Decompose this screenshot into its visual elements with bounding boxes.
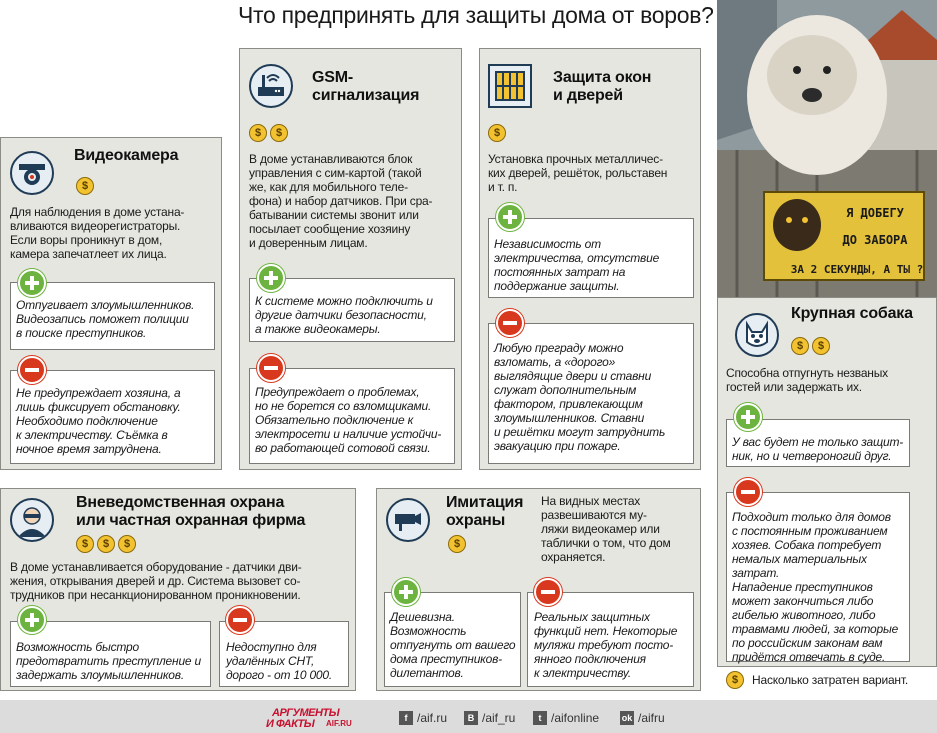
plus-icon [496, 203, 524, 231]
windows-description: Установка прочных металличес- ких дверей, решёток, рольставен и т. п. [488, 152, 668, 194]
coin-icon: $ [76, 177, 94, 195]
imitation-pros: Дешевизна. Возможность отпугнуть от вашего дома преступников- дилетантов. [390, 610, 516, 680]
social-link-odnoklassniki[interactable]: ok /aifru [621, 711, 665, 725]
camera-cons-box [10, 370, 215, 464]
camera-heading: Видеокамера [74, 147, 179, 164]
dog-cons-box [726, 492, 910, 662]
dog-cost [791, 337, 830, 355]
page-title: Что предпринять для защиты дома от воров? [238, 2, 714, 28]
gsm-pros: К системе можно подключить и другие датчики безопасности, а также видеокамеры. [255, 294, 433, 336]
plus-icon [257, 264, 285, 292]
minus-icon [257, 354, 285, 382]
cctv-camera-icon [10, 151, 54, 195]
windows-heading: Защита окон и дверей [553, 69, 652, 104]
coin-icon: $ [97, 535, 115, 553]
window-bars-icon [488, 64, 532, 108]
minus-icon [226, 606, 254, 634]
camera-pros: Отпугивает злоумышленников. Видеозапись поможет полиции в поиске преступников. [16, 298, 195, 340]
aif-logo[interactable]: АРГУМЕНТЫ И ФАКТЫ AIF.RU [266, 707, 352, 730]
facebook-icon: f [399, 711, 413, 725]
minus-icon [496, 309, 524, 337]
windows-cons: Любую преграду можно взломать, а «дорого» выглядящие двери и ставни служат дополнительным фактором, привлекающим злоумышленников. Ставни и решётки могут затруднить эвакуацию при пожаре. [494, 341, 666, 453]
dummy-camera-icon [386, 498, 430, 542]
windows-cons-box [488, 323, 694, 464]
imitation-cost [448, 535, 466, 553]
minus-icon [734, 478, 762, 506]
guard-cost [76, 535, 136, 553]
gsm-router-icon [249, 64, 293, 108]
imitation-cons: Реальных защитных функций нет. Некоторые муляжи требуют посто- янного подключения к электричеству. [534, 610, 678, 680]
camera-cons: Не предупреждает хозяина, а лишь фиксирует обстановку. Необходимо подключение к электричеству. Съёмка в ночное время затруднена. [16, 386, 181, 456]
gsm-heading: GSM- сигнализация [312, 69, 420, 104]
legend-text: Насколько затратен вариант. [752, 673, 908, 687]
social-link-twitter[interactable]: t /aifonline [533, 711, 599, 725]
minus-icon [534, 578, 562, 606]
sign-text: ДО ЗАБОРА [842, 233, 908, 247]
gsm-cons-box [249, 368, 455, 464]
guard-pros: Возможность быстро предотвратить преступление и задержать злоумышленников. [16, 640, 201, 682]
twitter-icon: t [533, 711, 547, 725]
guard-description: В доме устанавливается оборудование - датчики дви- жения, открывания дверей и др. Система вызовет со- трудников при несанкционированном проникновении. [10, 560, 302, 602]
social-link-vk[interactable]: B /aif_ru [464, 711, 515, 725]
plus-icon [734, 403, 762, 431]
windows-cost [488, 124, 506, 142]
dog-cons: Подходит только для домов с постоянным проживанием хозяев. Собака потребует немалых материальных затрат. Нападение преступников может закончиться либо гибелью животного, либо травмами людей, за которые по российским законам вам придётся отвечать в суде. [732, 510, 899, 664]
gsm-cost [249, 124, 288, 142]
windows-pros: Независимость от электричества, отсутствие постоянных затрат на поддержание защиты. [494, 237, 660, 293]
camera-description: Для наблюдения в доме устана- вливаются видеорегистраторы. Если воры проникнут в дом, камера запечатлеет их лица. [10, 205, 185, 261]
guard-heading: Вневедомственная охрана или частная охранная фирма [76, 494, 306, 529]
gsm-description: В доме устанавливаются блок управления с сим-картой (такой же, как для мобильного теле- фона) и набор датчиков. При сра- батывании системы звонит или посылает сообщение хозяину и доверенным лицам. [249, 152, 433, 250]
dog-heading: Крупная собака [791, 305, 913, 322]
coin-icon: $ [726, 671, 744, 689]
dog-description: Способна отпугнуть незваных гостей или задержать их. [726, 366, 888, 394]
coin-icon: $ [249, 124, 267, 142]
plus-icon [18, 606, 46, 634]
odnoklassniki-icon: ok [621, 713, 633, 723]
coin-icon: $ [118, 535, 136, 553]
minus-icon [18, 356, 46, 384]
camera-cost [76, 177, 94, 195]
windows-pros-box [488, 218, 694, 298]
security-guard-icon [10, 498, 54, 542]
coin-icon: $ [812, 337, 830, 355]
guard-cons: Недоступно для удалённых СНТ, дорого - от 10 000. [226, 640, 333, 682]
imitation-heading: Имитация охраны [446, 494, 524, 529]
plus-icon [392, 578, 420, 606]
coin-icon: $ [791, 337, 809, 355]
dog-photo [717, 0, 937, 297]
plus-icon [18, 269, 46, 297]
sign-text: Я ДОБЕГУ [846, 206, 904, 220]
imitation-description: На видных местах развешиваются му- ляжи видеокамер или таблички о том, что дом охраняется. [541, 494, 671, 564]
social-link-facebook[interactable]: f /aif.ru [399, 711, 447, 725]
coin-icon: $ [448, 535, 466, 553]
vk-icon: B [464, 711, 478, 725]
dog-pros: У вас будет не только защит- ник, но и четвероногий друг. [732, 435, 904, 463]
dog-icon [735, 313, 779, 357]
legend [726, 671, 908, 689]
coin-icon: $ [488, 124, 506, 142]
imitation-cons-box [527, 592, 694, 687]
gsm-cons: Предупреждает о проблемах, но не борется со взломщиками. Обязательно подключение к электросети и наличие устойчи- во работающей сотовой связи. [255, 385, 442, 455]
coin-icon: $ [270, 124, 288, 142]
coin-icon: $ [76, 535, 94, 553]
sign-text: ЗА 2 СЕКУНДЫ, А ТЫ ? [790, 263, 924, 276]
imitation-pros-box [384, 592, 521, 687]
